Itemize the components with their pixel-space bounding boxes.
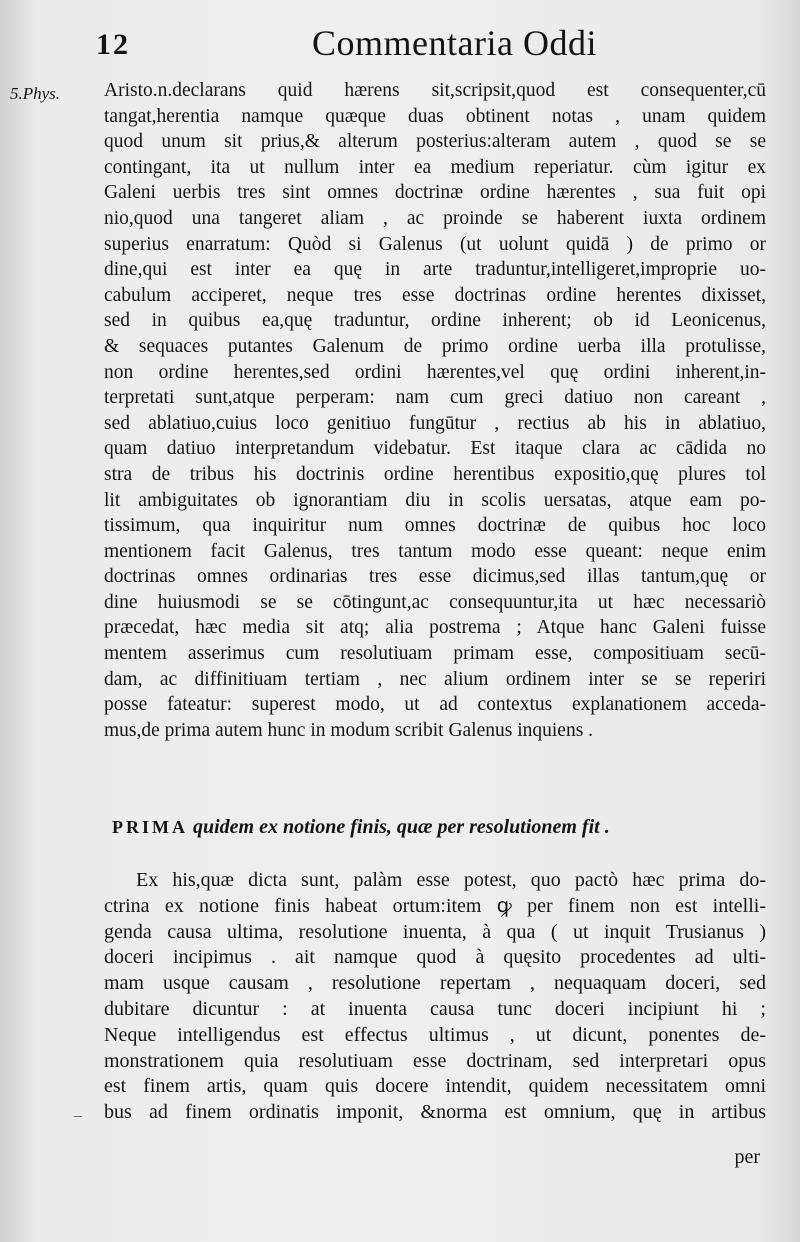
text-line: quam datiuo interpretandum videbatur. Est itaque clara ac cādida no: [104, 438, 766, 460]
text-line: est finem artis, quam quis docere intendit, quidem necessitatem omni: [104, 1075, 766, 1098]
text-line: monstrationem quia resolutiuam esse doctrinam, sed interpretari opus: [104, 1049, 766, 1072]
text-line: bus ad finem ordinatis imponit, &norma est omnium, quę in artibus: [104, 1101, 766, 1124]
text-line: dine,qui est inter ea quę in arte traduntur,intelligeret,improprie uo-: [104, 259, 766, 281]
text-line: Neque intelligendus est effectus ultimus , ut dicunt, ponentes de-: [104, 1023, 766, 1046]
text-line: dam, ac diffinitiuam tertiam , nec alium ordinem inter se se reperiri: [104, 668, 766, 690]
lemma-italic: quidem ex notione finis, quæ per resolutionem fit .: [193, 816, 610, 838]
text-line: mam usque causam , resolutione repertam , nequaquam doceri, sed: [104, 972, 766, 995]
text-line: nio,quod una tangeret aliam , ac proinde se haberent iuxta ordinem: [104, 207, 766, 229]
text-line: Galeni uerbis tres sint omnes doctrinæ ordine hærentes , sua fuit opi: [104, 182, 766, 204]
text-line: terpretati sunt,atque perperam: nam cum greci datiuo non careant ,: [104, 387, 766, 409]
text-line: mentionem facit Galenus, tres tantum modo esse queant: neque enim: [104, 540, 766, 562]
catchword: per: [734, 1146, 760, 1168]
text-line: doctrinas omnes ordinarias tres esse dicimus,sed illas tantum,quę or: [104, 566, 766, 588]
text-line: dubitare dicuntur : at inuenta causa tunc doceri incipiunt hi ;: [104, 997, 766, 1020]
text-line: doceri incipimus . ait namque quod à quęsito procedentes ad ulti-: [104, 946, 766, 969]
text-line: cabulum acciperet, neque tres esse doctrinas ordine herentes dixisset,: [104, 284, 766, 306]
text-line: lit ambiguitates ob ignorantiam diu in scolis uersatas, atque eam po-: [104, 489, 766, 511]
text-line: mentem asserimus cum resolutiuam primam esse, compositiuam secū-: [104, 643, 766, 665]
text-line: sed in quibus ea,quę traduntur, ordine inherent; ob id Leonicenus,: [104, 310, 766, 332]
lemma-heading: [112, 816, 772, 839]
text-line: tissimum, qua inquiritur num omnes doctrinæ de quibus hoc loco: [104, 515, 766, 537]
page-header: [0, 22, 800, 72]
text-line: genda causa ultima, resolutione inuenta, à qua ( ut inquit Trusianus ): [104, 920, 766, 943]
text-line: posse fateatur: superest modo, ut ad contextus explanationem acceda-: [104, 694, 766, 716]
text-line: contingant, ita ut nullum inter ea medium reperiatur. cùm igitur ex: [104, 156, 766, 178]
text-line: mus,de prima autem hunc in modum scribit Galenus inquiens .: [104, 719, 594, 741]
text-line: & sequaces putantes Galenum de primo ordine uerba illa protulisse,: [104, 335, 766, 357]
text-line: Aristo.n.declarans quid hærens sit,scripsit,quod est consequenter,cū: [104, 80, 766, 101]
text-line: quod unum sit prius,& alterum posterius:alteram autem , quod se se: [104, 131, 766, 153]
body-text: [104, 78, 766, 743]
body-text-2: [104, 868, 766, 1126]
margin-rule: [74, 1116, 82, 1117]
text-line: sed ablatiuo,cuius loco genitiuo fungūtur , rectius ab his in ablatiuo,: [104, 412, 766, 434]
page-number: 12: [96, 28, 130, 61]
text-line: tangat,herentia namque quæque duas obtinent notas , unam quidem: [104, 105, 766, 127]
text-line: dine huiusmodi se se cōtingunt,ac consequuntur,ita ut hæc necessariò: [104, 591, 766, 613]
text-line: ctrina ex notione finis habeat ortum:item ꝙ per finem non est intelli-: [104, 894, 766, 917]
margin-note: 5.Phys.: [10, 84, 61, 103]
text-line: non ordine herentes,sed ordini hærentes,vel quę ordini inherent,in-: [104, 361, 766, 383]
text-line: superius enarratum: Quòd si Galenus (ut uolunt quidā ) de primo or: [104, 233, 766, 255]
text-line: stra de tribus his doctrinis ordine herentibus expositio,quę plures tol: [104, 463, 766, 485]
running-title: Commentaria Oddi: [312, 23, 597, 63]
text-line: præcedat, hæc media sit atq; alia postrema ; Atque hanc Galeni fuisse: [104, 617, 766, 639]
text-line: Ex his,quæ dicta sunt, palàm esse potest, quo pactò hæc prima do-: [136, 869, 766, 891]
lemma-caps: PRIMA: [112, 817, 188, 837]
